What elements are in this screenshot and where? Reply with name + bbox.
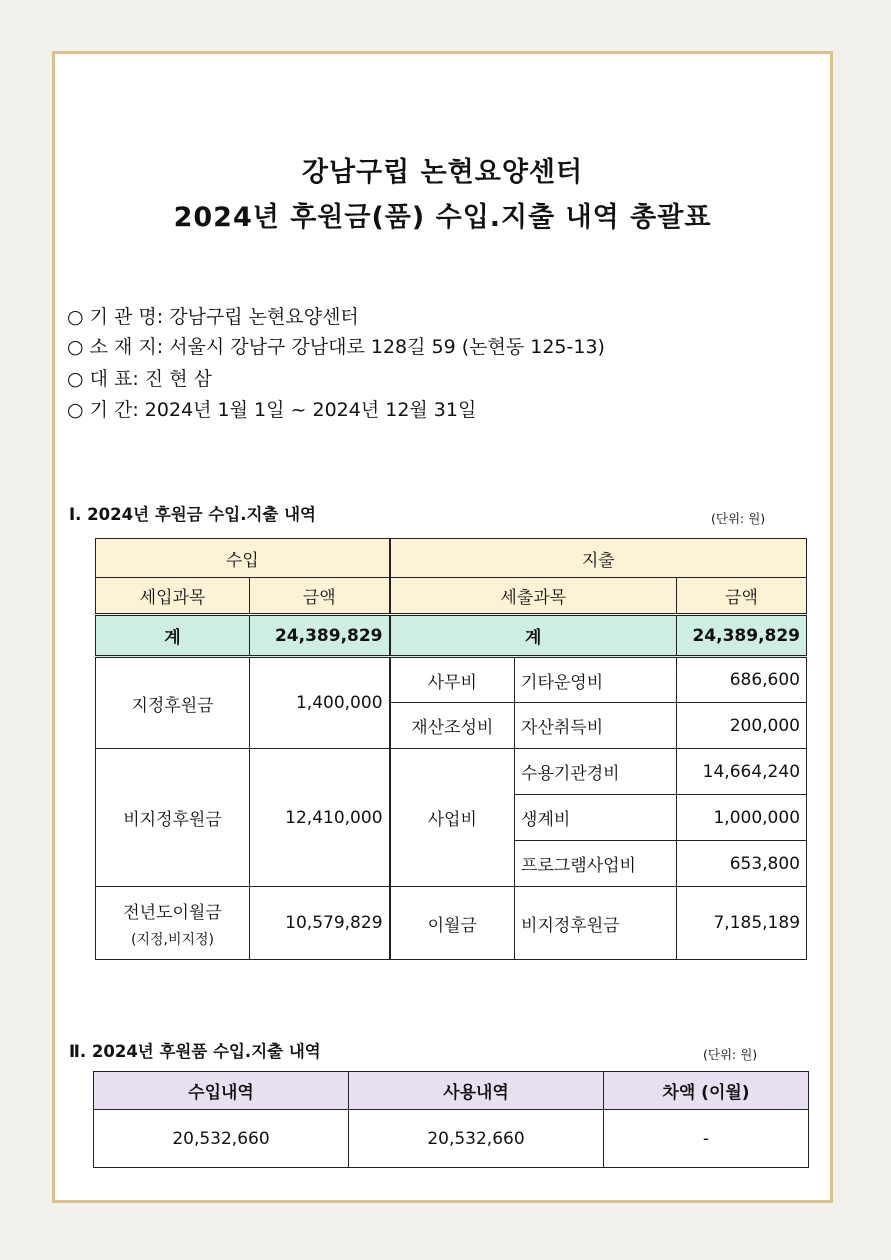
carry-label-sub: (지정,비지정) [131,931,214,948]
info-org: ○ 기 관 명: 강남구립 논현요양센터 [67,306,359,328]
project-subcategory-3: 프로그램사업비 [515,841,677,887]
asset-amount: 200,000 [677,703,807,749]
total-expense-label: 계 [390,615,677,657]
donation-table [95,538,807,960]
total-income: 24,389,829 [250,615,390,657]
section2-title: Ⅱ. 2024년 후원품 수입.지출 내역 [69,1042,321,1061]
project-amount-1: 14,664,240 [677,749,807,795]
project-subcategory-2: 생계비 [515,795,677,841]
col-goods-usage: 사용내역 [349,1072,604,1110]
info-period: ○ 기 간: 2024년 1월 1일 ~ 2024년 12월 31일 [67,399,477,421]
header-income: 수입 [96,539,390,578]
section1-title: Ⅰ. 2024년 후원금 수입.지출 내역 [69,505,316,524]
carryover-category: 이월금 [390,887,515,960]
info-rep: ○ 대 표: 진 현 삼 [67,368,212,390]
col-income-item: 세입과목 [96,578,250,615]
col-income-amount: 금액 [250,578,390,615]
info-address: ○ 소 재 지: 서울시 강남구 강남대로 128길 59 (논현동 125-13) [67,336,605,358]
total-label: 계 [96,615,250,657]
office-subcategory: 기타운영비 [515,657,677,703]
col-expense-amount: 금액 [677,578,807,615]
total-expense: 24,389,829 [677,615,807,657]
col-goods-income: 수입내역 [94,1072,349,1110]
asset-category: 재산조성비 [390,703,515,749]
nondesignated-label: 비지정후원금 [96,749,250,887]
carry-label-main: 전년도이월금 [123,902,222,923]
office-amount: 686,600 [677,657,807,703]
project-subcategory-1: 수용기관경비 [515,749,677,795]
goods-income: 20,532,660 [94,1110,349,1168]
carry-amount: 10,579,829 [250,887,390,960]
carryover-subcategory: 비지정후원금 [515,887,677,960]
office-category: 사무비 [390,657,515,703]
goods-diff: - [604,1110,809,1168]
carry-label [96,887,250,960]
goods-usage: 20,532,660 [349,1110,604,1168]
project-amount-3: 653,800 [677,841,807,887]
title-line1: 강남구립 논현요양센터 [301,157,584,188]
goods-table [93,1071,809,1168]
header-expense: 지출 [390,539,807,578]
project-amount-2: 1,000,000 [677,795,807,841]
designated-amount: 1,400,000 [250,657,390,749]
col-expense-item: 세출과목 [390,578,677,615]
title-line2: 2024년 후원금(품) 수입.지출 내역 총괄표 [173,202,712,233]
nondesignated-amount: 12,410,000 [250,749,390,887]
section1-unit: (단위: 원) [711,511,766,526]
section2-unit: (단위: 원) [703,1047,758,1062]
asset-subcategory: 자산취득비 [515,703,677,749]
carryover-amount: 7,185,189 [677,887,807,960]
document-page [52,51,833,1203]
designated-label: 지정후원금 [96,657,250,749]
project-category: 사업비 [390,749,515,887]
col-goods-diff: 차액 (이월) [604,1072,809,1110]
